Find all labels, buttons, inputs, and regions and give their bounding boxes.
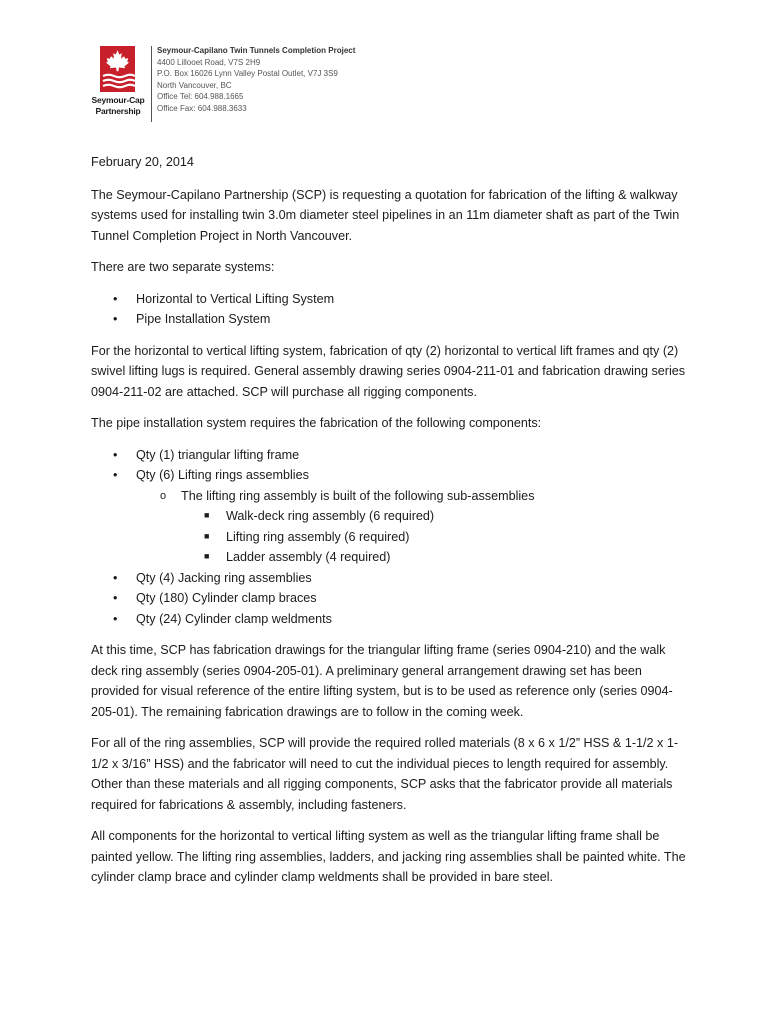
office-tel: Office Tel: 604.988.1665 — [157, 92, 244, 102]
sub-list-item — [136, 486, 691, 568]
sub-list-item-text: The lifting ring assembly is built of the following sub-assemblies — [181, 488, 535, 503]
logo-text-line2: Partnership — [95, 106, 141, 116]
drawings-paragraph: At this time, SCP has fabrication drawings for the triangular lifting frame (series 0904-210) and the walk deck ring assembly (series 0904-205-01). A preliminary general arrangement drawing set has been provided for visual reference of the entire lifting system, but is to be used as reference only (series 0904-205-01). The remaining fabrication drawings are to follow in the coming week. — [91, 643, 673, 719]
square-bullet-icon: ■ — [204, 551, 210, 561]
paint-paragraph: All components for the horizontal to vertical lifting system as well as the triangular lifting frame shall be painted yellow. The lifting ring assemblies, ladders, and jacking ring assemblies shall be painted white. The cylinder clamp brace and cylinder clamp weldments shall be provided in bare steel. — [91, 829, 686, 884]
list-item — [91, 609, 691, 630]
components-list — [91, 445, 691, 630]
intro-paragraph: The Seymour-Capilano Partnership (SCP) is requesting a quotation for fabrication of the lifting & walkway systems used for installing twin 3.0m diameter steel pipelines in an 11m diameter shaft as part of the Twin Tunnel Completion Project in North Vancouver. — [91, 187, 680, 243]
address-line-2: P.O. Box 16026 Lynn Valley Postal Outlet, V7J 3S9 — [157, 69, 338, 79]
company-logo — [90, 42, 146, 124]
sub-sub-list-item-text: Lifting ring assembly (6 required) — [226, 529, 410, 544]
square-bullet-icon: ■ — [204, 530, 210, 541]
sub-sub-list-item — [181, 506, 691, 527]
materials-paragraph: For all of the ring assemblies, SCP will provide the required rolled materials (8 x 6 x 1/2” HSS & 1-1/2 x 1-1/2 x 3/16” HSS) and the fabricator will need to cut the individual pieces to length required for assembly. Other than these materials and all rigging components, SCP asks that the fabricator provide all materials required for fabrications & assembly, including fasteners. — [91, 736, 679, 812]
list-item — [91, 568, 691, 589]
letter-body — [91, 152, 691, 899]
letterhead-address-block — [157, 45, 355, 115]
logo-wordmark — [90, 95, 146, 117]
systems-list — [91, 289, 691, 330]
bullet-icon: • — [113, 591, 118, 605]
bullet-icon: • — [113, 291, 118, 306]
horizontal-system-paragraph: For the horizontal to vertical lifting system, fabrication of qty (2) horizontal to vertical lift frames and qty (2) swivel lifting lugs is required. General assembly drawing series 0904-211-01 and fabrication drawing series 0904-211-02 are attached. SCP will purchase all rigging components. — [91, 343, 686, 399]
circle-bullet-icon: o — [160, 489, 167, 502]
list-item-text: Qty (180) Cylinder clamp braces — [136, 591, 317, 605]
address-line-3: North Vancouver, BC — [157, 80, 232, 90]
bullet-icon: • — [113, 611, 118, 626]
list-item-text: Qty (1) triangular lifting frame — [136, 447, 300, 462]
square-bullet-icon: ■ — [204, 510, 210, 520]
list-item-text: Qty (6) Lifting rings assemblies — [136, 468, 309, 482]
list-item — [91, 445, 691, 466]
sub-sub-list-item-text: Walk-deck ring assembly (6 required) — [226, 509, 435, 523]
letterhead — [90, 42, 510, 124]
address-line-1: 4400 Lillooet Road, V7S 2H9 — [157, 57, 261, 67]
bullet-icon: • — [113, 570, 118, 585]
list-item — [91, 588, 691, 609]
sub-sub-list — [181, 506, 691, 568]
logo-text-line1: Seymour-Cap — [91, 95, 145, 105]
sub-list — [136, 486, 691, 568]
list-item — [91, 289, 691, 310]
sub-sub-list-item — [181, 547, 691, 568]
bullet-icon: • — [113, 468, 118, 482]
letter-date: February 20, 2014 — [91, 155, 194, 169]
bullet-icon: • — [113, 447, 118, 462]
list-item — [91, 309, 691, 330]
maple-leaf-icon — [100, 46, 135, 92]
office-fax: Office Fax: 604.988.3633 — [157, 103, 247, 113]
list-item-text: Pipe Installation System — [136, 312, 271, 326]
bullet-icon: • — [113, 312, 118, 326]
sub-sub-list-item-text: Ladder assembly (4 required) — [226, 550, 391, 564]
pipe-system-intro: The pipe installation system requires the fabrication of the following components: — [91, 416, 542, 430]
list-item-text: Horizontal to Vertical Lifting System — [136, 291, 335, 306]
systems-intro: There are two separate systems: — [91, 260, 275, 274]
list-item — [91, 465, 691, 568]
sub-sub-list-item — [181, 527, 691, 548]
letterhead-divider — [151, 46, 152, 122]
project-name: Seymour-Capilano Twin Tunnels Completion Project — [157, 46, 356, 55]
list-item-text: Qty (4) Jacking ring assemblies — [136, 570, 312, 585]
list-item-text: Qty (24) Cylinder clamp weldments — [136, 611, 332, 626]
